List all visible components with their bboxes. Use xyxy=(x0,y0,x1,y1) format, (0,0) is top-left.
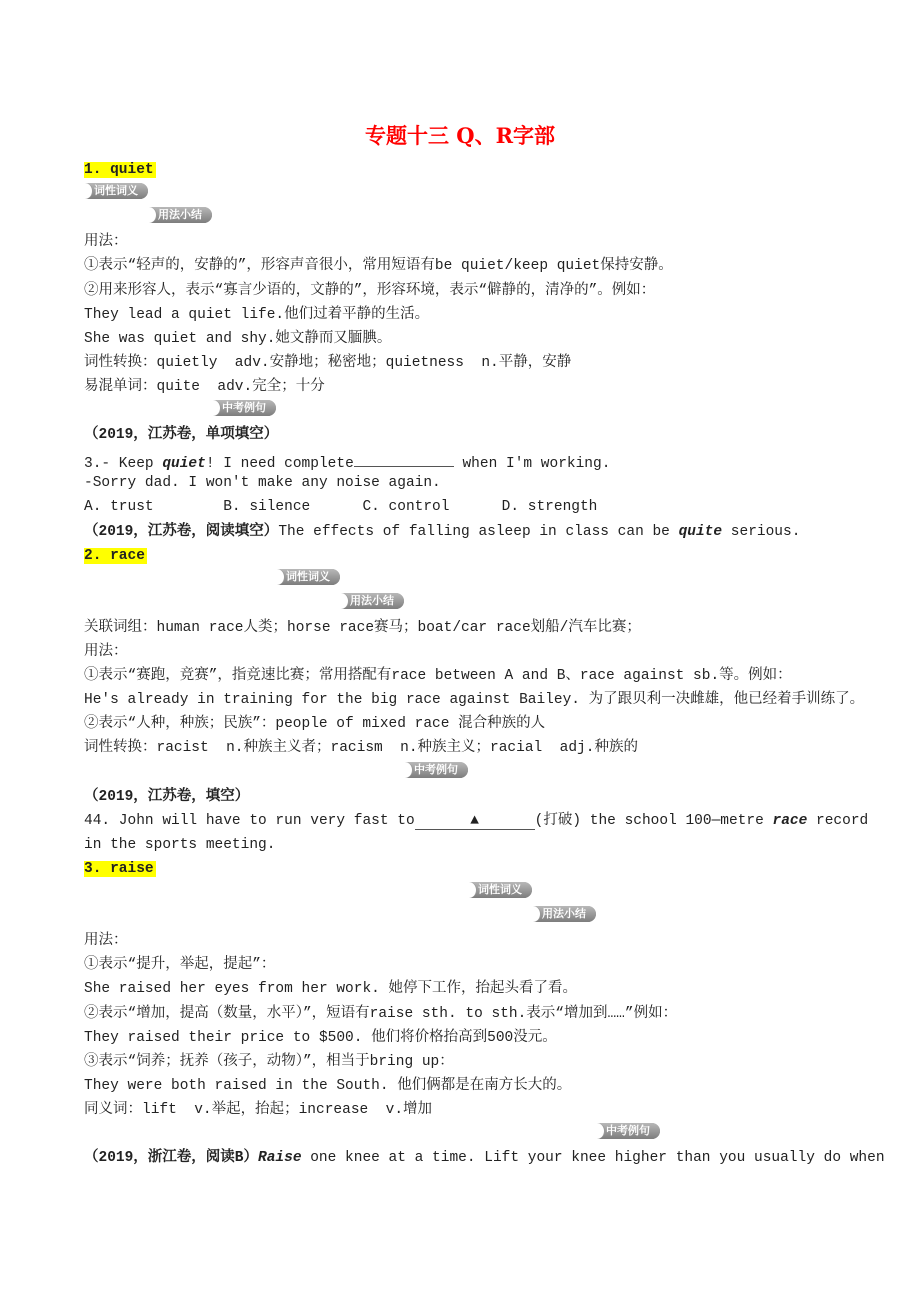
text-segment: ②用来形容人，表示“寡言少语的，文静的”，形容环境，表示“僻静的，清净的”。例如： xyxy=(84,282,656,299)
text-segment: serious. xyxy=(722,523,801,540)
text-segment: She was quiet and shy.她文静而又腼腆。 xyxy=(84,330,392,347)
keyword-emphasis: quite xyxy=(678,523,723,540)
badge-line xyxy=(340,593,404,609)
exam-source: （2019，江苏卷，阅读填空） xyxy=(84,523,279,540)
document-title: 专题十三 Q、R字部 xyxy=(364,123,556,148)
keyword-emphasis: quiet xyxy=(162,456,206,473)
keyword-emphasis: Raise xyxy=(258,1150,302,1167)
text-segment: 用法： xyxy=(84,234,128,251)
text-segment: 用法： xyxy=(84,933,128,950)
badge-line xyxy=(148,207,212,223)
text-line xyxy=(84,352,571,374)
text-segment: ! I need complete xyxy=(205,456,354,473)
text-line xyxy=(84,1099,432,1121)
text-segment: The effects of falling asleep in class can be xyxy=(278,523,679,540)
text-line xyxy=(84,737,638,759)
section-badge-icon: 中考例句 xyxy=(212,400,276,416)
text-line xyxy=(84,1075,571,1097)
text-line xyxy=(84,689,864,711)
text-line xyxy=(84,328,391,350)
text-line xyxy=(84,713,545,735)
text-segment: adj.安静的，寂静的 xyxy=(148,184,249,198)
text-segment: 3.- Keep xyxy=(84,456,163,473)
text-line xyxy=(84,810,868,832)
text-segment: 2. race xyxy=(84,547,145,564)
text-segment: （2019，江苏卷，填空） xyxy=(84,788,250,805)
text-segment: 词性转换：quietly adv.安静地；秘密地；quietness n.平静，安静 xyxy=(84,354,572,371)
text-segment: She raised her eyes from her work. 她停下工作，抬起头看了看。 xyxy=(84,981,578,998)
text-line xyxy=(84,1051,454,1073)
section-badge-icon: 词性词义 xyxy=(84,183,148,199)
text-segment: record xyxy=(807,812,869,829)
text-segment: ①表示“提升，举起，提起”： xyxy=(84,957,276,974)
exam-source xyxy=(84,786,249,808)
text-segment: 同义词：lift v.举起，抬起；increase v.增加 xyxy=(84,1101,433,1118)
section-badge-icon: 词性词义 xyxy=(468,882,532,898)
text-line xyxy=(84,231,128,253)
text-segment: ①表示“轻声的，安静的”，形容声音很小，常用短语有be quiet/keep quiet保持安静。 xyxy=(84,258,673,275)
text-segment: 词性转换：racist n.种族主义者；racism n.种族主义；racial adj.种族的 xyxy=(84,740,638,757)
text-segment: 用法： xyxy=(84,644,128,660)
text-segment: when I'm working. xyxy=(453,456,611,473)
text-line xyxy=(84,304,429,326)
text-line xyxy=(84,978,577,1000)
badge-line xyxy=(532,906,596,922)
entry-heading xyxy=(84,858,156,880)
text-segment: （2019，江苏卷，单项填空） xyxy=(84,427,279,444)
section-badge-icon: 用法小结 xyxy=(148,207,212,223)
text-segment: 关联词组：human race人类；horse race赛马；boat/car race划船/汽车比赛； xyxy=(84,619,641,636)
text-line xyxy=(84,496,597,518)
text-segment: one knee at a time. Lift your knee higher than you usually do when xyxy=(301,1150,885,1167)
section-badge-icon: 词性词义 xyxy=(276,569,340,585)
text-segment: 3. raise xyxy=(84,860,154,877)
text-segment: 易混单词：quite adv.完全；十分 xyxy=(84,378,325,395)
text-line xyxy=(84,834,275,856)
text-line xyxy=(84,448,611,473)
text-line xyxy=(84,1147,885,1169)
text-segment: They raised their price to $500. 他们将价格抬高到500没元。 xyxy=(84,1029,557,1046)
text-line xyxy=(84,930,128,952)
text-line xyxy=(84,472,441,494)
keyword-emphasis: race xyxy=(772,812,808,829)
section-badge-icon: 用法小结 xyxy=(340,593,404,609)
text-segment: n.竞赛，赛跑；种族，民族 xyxy=(340,569,474,583)
answer-blank: ▲ xyxy=(415,811,535,830)
text-segment: in the sports meeting. xyxy=(84,836,276,853)
text-line xyxy=(84,641,128,663)
text-line xyxy=(84,1003,677,1025)
section-badge-icon: 用法小结 xyxy=(532,906,596,922)
text-line xyxy=(84,280,655,302)
badge-line xyxy=(596,1123,660,1139)
text-segment: A. trust B. silence C. control D. strength xyxy=(84,499,598,516)
text-segment: ①表示“赛跑，竞赛”，指竞速比赛；常用搭配有race between A and B、race against sb.等。例如： xyxy=(84,668,792,685)
badge-line xyxy=(84,183,249,199)
text-line xyxy=(84,376,325,398)
answer-blank xyxy=(354,448,454,467)
text-segment: He's already in training for the big race against Bailey. 为了跟贝利一决雌雄，他已经着手训练了。 xyxy=(84,692,865,709)
exam-source: （2019，浙江卷，阅读B） xyxy=(84,1150,259,1167)
text-line xyxy=(84,617,641,639)
entry-heading xyxy=(84,545,147,567)
entry-heading xyxy=(84,159,156,181)
text-segment: 1. quiet xyxy=(84,162,154,178)
text-segment: (打破) the school 100—metre xyxy=(534,812,773,829)
text-segment: ②表示“人种，种族；民族”：people of mixed race 混合种族的人 xyxy=(84,716,546,733)
exam-source xyxy=(84,424,278,446)
text-line xyxy=(84,255,673,277)
text-line xyxy=(84,1027,557,1049)
text-segment: 44. John will have to run very fast to xyxy=(84,812,415,829)
text-segment: ③表示“饲养；抚养（孩子，动物）”，相当于bring up： xyxy=(84,1053,454,1070)
badge-line xyxy=(468,882,675,898)
text-segment: -Sorry dad. I won't make any noise again. xyxy=(84,475,441,492)
text-segment: They were both raised in the South. 他们俩都是在南方长大的。 xyxy=(84,1077,572,1094)
text-segment: v.提升，使升高；增加；饲养 xyxy=(532,883,675,896)
section-badge-icon: 中考例句 xyxy=(596,1123,660,1139)
section-badge-icon: 中考例句 xyxy=(404,762,468,778)
text-segment: They lead a quiet life.他们过着平静的生活。 xyxy=(84,306,430,323)
text-line xyxy=(84,665,792,687)
text-line xyxy=(84,954,275,976)
badge-line xyxy=(404,762,468,778)
text-line xyxy=(84,521,800,543)
text-segment: ②表示“增加，提高（数量，水平）”，短语有raise sth. to sth.表示“增加到……”例如： xyxy=(84,1005,678,1022)
badge-line xyxy=(276,569,474,585)
badge-line xyxy=(212,400,276,416)
